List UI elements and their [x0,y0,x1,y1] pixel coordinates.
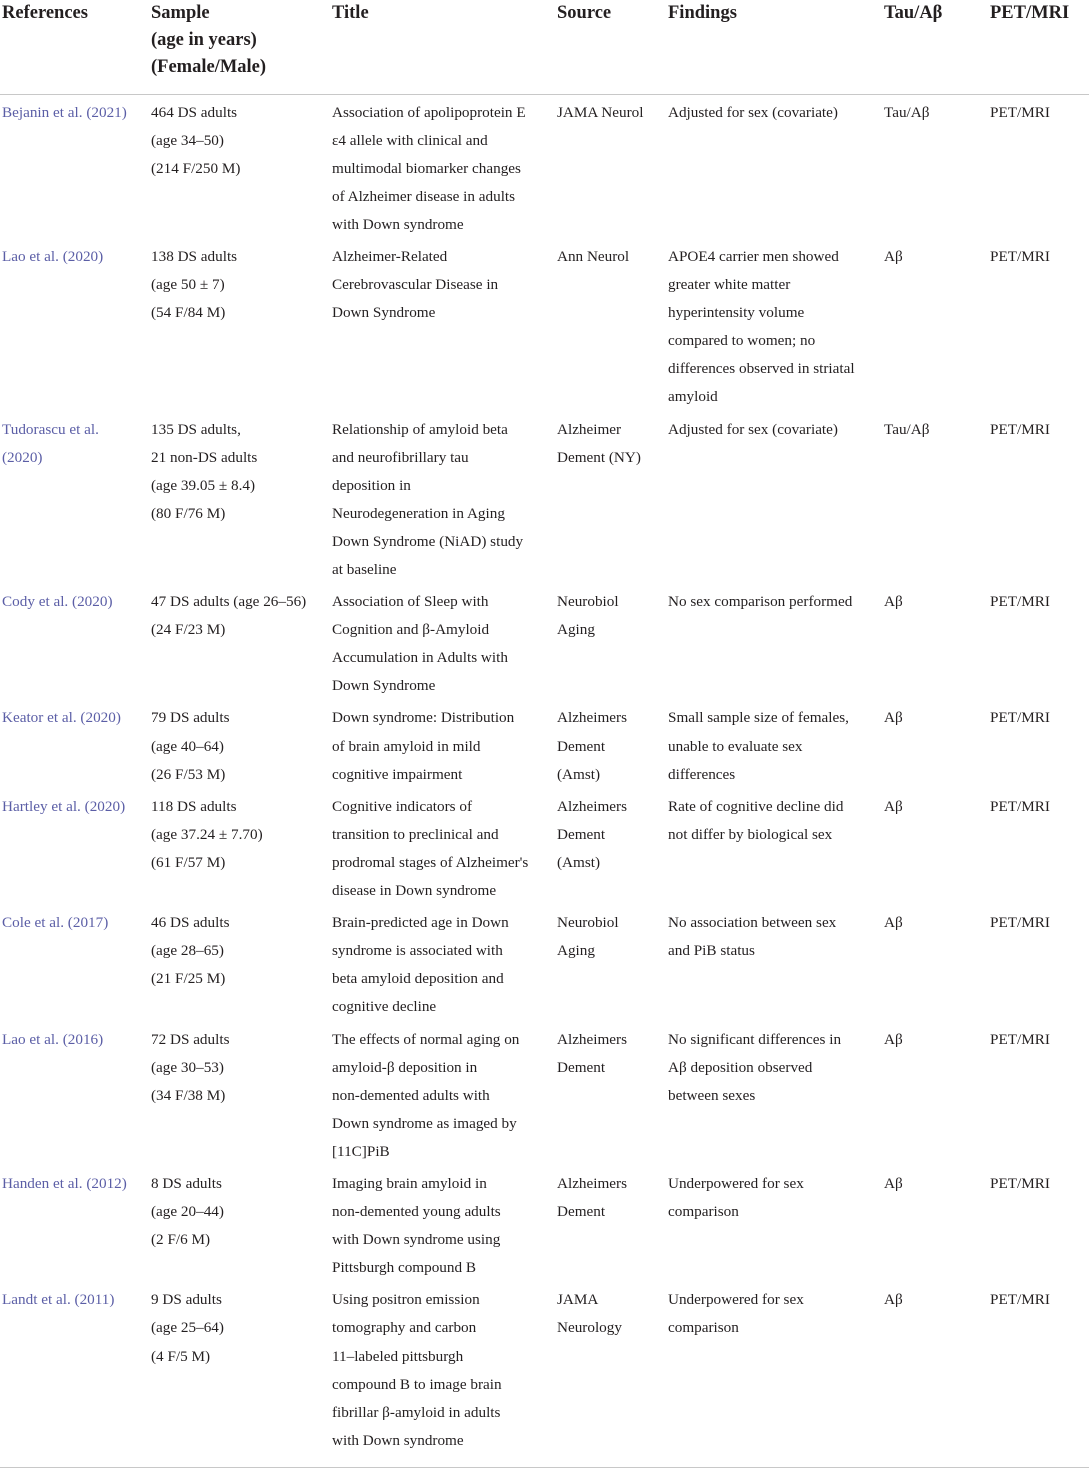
sample-cell [149,1282,330,1467]
source-line: Alzheimers [557,709,628,727]
source-line: Neurobiol [557,914,619,932]
title-line: of brain amyloid in mild [332,737,481,755]
source-cell [555,1166,666,1282]
title-line: with Down syndrome using [332,1231,501,1249]
findings-cell [666,584,882,700]
title-line: Association of apolipoprotein E [332,103,526,121]
source-line: Dement [557,737,606,755]
reference-cell[interactable] [0,584,149,700]
tau-abeta-cell [882,905,988,1021]
pet-mri-line: PET/MRI [990,1174,1050,1192]
findings-line: No association between sex [668,914,837,932]
findings-line: unable to evaluate sex [668,737,803,755]
findings-cell [666,94,882,239]
findings-line: APOE4 carrier men showed [668,247,839,265]
header-references-line: References [2,3,88,23]
pet-mri-line: PET/MRI [990,914,1050,932]
title-line: Cognition and β-Amyloid [332,621,490,639]
title-line: Using positron emission [332,1291,480,1309]
tau-abeta-line: Aβ [884,914,903,932]
findings-line: hyperintensity volume [668,304,805,322]
table-row [0,700,1089,788]
tau-abeta-line: Aβ [884,1291,903,1309]
tau-abeta-line: Aβ [884,709,903,727]
source-line: Dement [557,1058,606,1076]
pet-mri-line: PET/MRI [990,1030,1050,1048]
title-line: syndrome is associated with [332,942,503,960]
sample-cell [149,94,330,239]
findings-line: comparison [668,1203,739,1221]
reference-cell[interactable] [0,700,149,788]
header-references [0,0,149,94]
tau-abeta-line: Aβ [884,1030,903,1048]
source-cell [555,1022,666,1166]
sample-line: (24 F/23 M) [151,621,226,639]
findings-line: No significant differences in [668,1030,842,1048]
title-line: Down syndrome: Distribution [332,709,515,727]
findings-cell [666,905,882,1021]
pet-mri-cell [988,1022,1089,1166]
source-cell [555,1282,666,1467]
findings-line: greater white matter [668,276,791,294]
sample-cell [149,905,330,1021]
header-tau-abeta [882,0,988,94]
title-line: Cerebrovascular Disease in [332,276,499,294]
sample-line: 72 DS adults [151,1030,230,1048]
pet-mri-line: PET/MRI [990,797,1050,815]
reference-cell[interactable] [0,1282,149,1467]
sample-line: (age 25–64) [151,1319,224,1337]
title-line: Accumulation in Adults with [332,649,508,667]
source-cell [555,905,666,1021]
sample-line: (age 37.24 ± 7.70) [151,825,263,843]
title-line: Association of Sleep with [332,593,489,611]
tau-abeta-cell [882,1022,988,1166]
sample-line: (61 F/57 M) [151,853,226,871]
title-line: compound B to image brain [332,1375,502,1393]
findings-cell [666,239,882,412]
table-row [0,239,1089,412]
source-line: Dement [557,1203,606,1221]
findings-cell [666,1282,882,1467]
sample-line: (age 34–50) [151,131,224,149]
findings-line: Adjusted for sex (covariate) [668,103,838,121]
reference-line[interactable]: Handen et al. (2012) [2,1174,127,1192]
title-line: at baseline [332,561,397,578]
reference-line[interactable]: Landt et al. (2011) [2,1291,115,1309]
reference-line[interactable]: Tudorascu et al. [2,420,99,438]
title-line: Down Syndrome [332,677,436,695]
reference-cell[interactable] [0,94,149,239]
findings-line: No sex comparison performed [668,593,853,611]
source-line: Alzheimers [557,1174,628,1192]
tau-abeta-cell [882,584,988,700]
tau-abeta-cell [882,1282,988,1467]
title-line: with Down syndrome [332,1431,464,1449]
title-line: [11C]PiB [332,1142,390,1160]
pet-mri-cell [988,1282,1089,1467]
sample-line: 9 DS adults [151,1291,222,1309]
sample-line: (age 39.05 ± 8.4) [151,476,256,494]
table-row [0,94,1089,239]
title-line: Brain-predicted age in Down [332,914,509,932]
title-cell [330,94,555,239]
sample-cell [149,1166,330,1282]
sample-line: (age 28–65) [151,942,224,960]
sample-line: (4 F/5 M) [151,1347,211,1365]
title-cell [330,412,555,585]
tau-abeta-cell [882,700,988,788]
source-cell [555,789,666,905]
title-line: Neurodegeneration in Aging [332,504,505,522]
findings-line: Aβ deposition observed [668,1058,813,1076]
findings-line: Underpowered for sex [668,1291,804,1309]
sample-line: (age 30–53) [151,1058,224,1076]
header-source-line: Source [557,3,612,23]
title-line: non-demented adults with [332,1086,490,1104]
tau-abeta-line: Aβ [884,247,903,265]
tau-abeta-cell [882,412,988,585]
pet-mri-cell [988,239,1089,412]
sample-line: 135 DS adults, [151,420,241,438]
source-line: Alzheimer [557,420,622,438]
table-row [0,1166,1089,1282]
findings-cell [666,1166,882,1282]
findings-line: and PiB status [668,942,755,960]
title-line: deposition in [332,476,411,494]
title-line: Pittsburgh compound B [332,1259,477,1277]
source-line: JAMA [557,1291,599,1309]
tau-abeta-cell [882,94,988,239]
title-cell [330,239,555,412]
source-line: Ann Neurol [557,247,630,265]
title-cell [330,1282,555,1467]
pet-mri-line: PET/MRI [990,420,1050,438]
source-line: Aging [557,942,595,960]
table-row [0,412,1089,585]
source-line: Dement (NY) [557,448,641,466]
header-pet-mri-line: PET/MRI [990,3,1070,23]
sample-line: (age 40–64) [151,737,224,755]
header-title [330,0,555,94]
table-row [0,1022,1089,1166]
title-line: The effects of normal aging on [332,1030,520,1048]
tau-abeta-line: Aβ [884,593,903,611]
sample-line: (age 50 ± 7) [151,276,225,294]
title-cell [330,1022,555,1166]
sample-line: (21 F/25 M) [151,970,226,988]
reference-cell[interactable] [0,412,149,585]
header-sample [149,0,330,94]
title-line: tomography and carbon [332,1319,477,1337]
pet-mri-cell [988,94,1089,239]
title-line: and neurofibrillary tau [332,448,469,466]
sample-line: 46 DS adults [151,914,230,932]
sample-line: (34 F/38 M) [151,1086,226,1104]
header-sample-line: Sample [151,3,210,23]
tau-abeta-line: Aβ [884,797,903,815]
findings-line: Adjusted for sex (covariate) [668,420,838,438]
sample-line: (age 20–44) [151,1203,224,1221]
sample-line: 8 DS adults [151,1174,222,1192]
sample-line: 464 DS adults [151,103,238,121]
findings-line: between sexes [668,1086,756,1104]
findings-line: compared to women; no [668,332,816,350]
reference-line[interactable]: Keator et al. (2020) [2,709,121,727]
table-row [0,789,1089,905]
reference-line[interactable]: Hartley et al. (2020) [2,797,126,815]
findings-line: differences observed in striatal [668,360,855,378]
header-title-line: Title [332,3,369,23]
title-line: multimodal biomarker changes [332,159,521,177]
findings-line: not differ by biological sex [668,825,833,843]
findings-cell [666,700,882,788]
pet-mri-line: PET/MRI [990,103,1050,121]
source-cell [555,94,666,239]
title-line: non-demented young adults [332,1203,501,1221]
pet-mri-cell [988,700,1089,788]
sample-line: (26 F/53 M) [151,765,226,783]
header-row [0,0,1089,94]
header-findings [666,0,882,94]
sample-line: (2 F/6 M) [151,1231,211,1249]
table-row [0,905,1089,1021]
source-line: (Amst) [557,853,601,871]
findings-cell [666,412,882,585]
header-sample-line: (age in years) [151,30,257,50]
reference-cell[interactable] [0,1166,149,1282]
sample-line: (80 F/76 M) [151,504,226,522]
title-cell [330,700,555,788]
sample-cell [149,412,330,585]
title-line: amyloid-β deposition in [332,1058,478,1076]
source-cell [555,584,666,700]
header-tau-abeta-line: Tau/Aβ [884,3,943,23]
reference-line[interactable]: Lao et al. (2016) [2,1030,104,1048]
title-cell [330,789,555,905]
reference-line[interactable]: Lao et al. (2020) [2,247,104,265]
pet-mri-cell [988,412,1089,585]
sample-line: 21 non-DS adults [151,448,258,466]
title-line: with Down syndrome [332,215,464,233]
title-line: cognitive impairment [332,765,463,783]
header-findings-line: Findings [668,3,737,23]
title-line: Down syndrome as imaged by [332,1114,517,1132]
title-cell [330,905,555,1021]
title-cell [330,584,555,700]
findings-line: Small sample size of females, [668,709,849,727]
sample-cell [149,700,330,788]
source-line: Alzheimers [557,797,628,815]
sample-cell [149,239,330,412]
source-line: Neurology [557,1319,622,1337]
title-line: fibrillar β-amyloid in adults [332,1403,501,1421]
tau-abeta-cell [882,239,988,412]
source-line: Dement [557,825,606,843]
pet-mri-line: PET/MRI [990,709,1050,727]
reference-cell[interactable] [0,789,149,905]
title-line: beta amyloid deposition and [332,970,504,988]
header-sample-line: (Female/Male) [151,57,267,77]
sample-line: 79 DS adults [151,709,230,727]
tau-abeta-cell [882,1166,988,1282]
header-source [555,0,666,94]
tau-abeta-line: Aβ [884,1174,903,1192]
table-body [0,94,1089,1467]
title-line: Down Syndrome [332,304,436,322]
source-line: Aging [557,621,595,639]
table-row [0,584,1089,700]
findings-line: differences [668,765,736,783]
pet-mri-cell [988,905,1089,1021]
pet-mri-line: PET/MRI [990,1291,1050,1309]
sample-line: 138 DS adults [151,247,238,265]
title-line: Alzheimer-Related [332,247,448,265]
sample-cell [149,789,330,905]
pet-mri-cell [988,584,1089,700]
pet-mri-line: PET/MRI [990,247,1050,265]
header-pet-mri [988,0,1089,94]
reference-line[interactable]: Cody et al. (2020) [2,593,113,611]
reference-cell[interactable] [0,239,149,412]
reference-line[interactable]: Bejanin et al. (2021) [2,103,127,121]
findings-line: Rate of cognitive decline did [668,797,844,815]
source-cell [555,412,666,585]
sample-line: 47 DS adults (age 26–56) [151,593,307,611]
findings-line: comparison [668,1319,739,1337]
sample-line: (214 F/250 M) [151,159,241,177]
title-line: Cognitive indicators of [332,797,473,815]
title-line: cognitive decline [332,998,437,1016]
title-line: prodromal stages of Alzheimer's [332,853,529,871]
findings-cell [666,1022,882,1166]
title-line: disease in Down syndrome [332,882,497,900]
title-line: Imaging brain amyloid in [332,1174,487,1192]
title-cell [330,1166,555,1282]
source-line: Neurobiol [557,593,619,611]
sample-cell [149,1022,330,1166]
pet-mri-cell [988,789,1089,905]
source-cell [555,700,666,788]
reference-cell[interactable] [0,905,149,1021]
source-cell [555,239,666,412]
sample-cell [149,584,330,700]
source-line: JAMA Neurol [557,103,644,121]
reference-line[interactable]: (2020) [2,448,43,466]
pet-mri-line: PET/MRI [990,593,1050,611]
tau-abeta-line: Tau/Aβ [884,420,930,438]
title-line: ε4 allele with clinical and [332,131,488,149]
tau-abeta-line: Tau/Aβ [884,103,930,121]
findings-line: Underpowered for sex [668,1174,804,1192]
title-line: 11–labeled pittsburgh [332,1347,464,1365]
findings-line: amyloid [668,388,718,406]
findings-cell [666,789,882,905]
title-line: Relationship of amyloid beta [332,420,508,438]
pet-mri-cell [988,1166,1089,1282]
reference-line[interactable]: Cole et al. (2017) [2,914,109,932]
title-line: transition to preclinical and [332,825,499,843]
title-line: of Alzheimer disease in adults [332,187,516,205]
title-line: Down Syndrome (NiAD) study [332,532,524,550]
tau-abeta-cell [882,789,988,905]
sample-line: (54 F/84 M) [151,304,226,322]
source-line: (Amst) [557,765,601,783]
sample-line: 118 DS adults [151,797,237,815]
source-line: Alzheimers [557,1030,628,1048]
reference-cell[interactable] [0,1022,149,1166]
table-row [0,1282,1089,1467]
